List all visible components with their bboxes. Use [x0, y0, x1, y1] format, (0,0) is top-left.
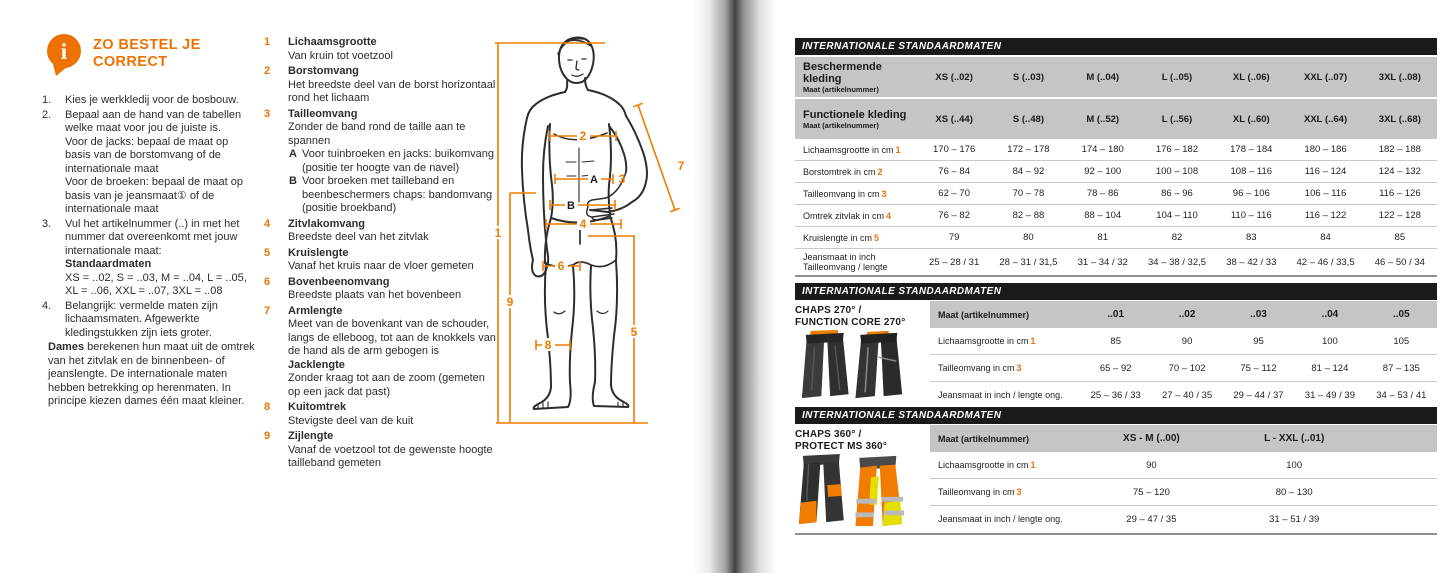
value-cell: 81 – 124 [1311, 362, 1349, 374]
value-cell: 34 – 53 / 41 [1376, 389, 1427, 401]
measure-number: 2 [264, 65, 271, 77]
row-label: Jeansmaat in inch / lengte ong. [938, 514, 1063, 524]
table1-group-protective [795, 57, 1437, 97]
table3-column-headers [930, 425, 1437, 452]
table1-row-seat [795, 205, 1437, 227]
row-ref: 4 [886, 210, 892, 221]
value-cell: 174 – 180 [1081, 144, 1124, 155]
size-cell: S (..03) [1012, 71, 1044, 83]
value-cell: 82 [1171, 232, 1183, 243]
measure-title: Zitvlakomvang [288, 217, 366, 230]
table1-row-inseam [795, 227, 1437, 249]
value-cell: 34 – 38 / 32,5 [1147, 256, 1207, 268]
ladies-note [42, 341, 256, 409]
row-label: Lichaamsgrootte in cm 1 [803, 144, 901, 155]
value-cell: 65 – 92 [1099, 362, 1132, 374]
group-subtitle: Maat (artikelnummer) [803, 84, 879, 94]
value-cell: 70 – 102 [1168, 362, 1206, 374]
figure-label-B: B [567, 200, 575, 212]
value-cell: 124 – 132 [1378, 166, 1421, 177]
table2-row-jeans [930, 382, 1437, 408]
col-header: XS - M (..00) [1123, 433, 1180, 444]
measure-title: Lichaamsgrootte [288, 36, 377, 48]
table1-row-body-height [795, 139, 1437, 161]
value-cell: 42 – 46 / 33,5 [1296, 256, 1355, 268]
col-header: ..01 [1107, 309, 1125, 320]
value-cell: 100 [1321, 335, 1338, 347]
value-cell: 84 [1320, 232, 1331, 243]
measure-desc: Vanaf de voetzool tot de gewenste hoogte tailleband gemeten [288, 443, 493, 469]
measure-desc: Vanaf het kruis naar de vloer gemeten [288, 260, 474, 272]
svg-text:i: i [60, 39, 68, 64]
measure-item-2 [264, 65, 498, 106]
table2-row-body-height [930, 328, 1437, 355]
figure-label-6: 6 [557, 259, 565, 273]
table2-row-waist [930, 355, 1437, 382]
value-cell: 92 – 100 [1084, 166, 1122, 177]
value-cell: 25 – 28 / 31 [929, 256, 980, 268]
value-cell: 31 – 51 / 39 [1269, 513, 1320, 525]
measure-number: 6 [264, 275, 271, 288]
info-bubble-icon [44, 33, 84, 77]
measure-title: Tailleomvang [288, 107, 358, 120]
value-cell: 46 – 50 / 34 [1374, 256, 1425, 268]
chaps-270-product-image [795, 328, 910, 402]
measure-item-7 [264, 305, 498, 400]
value-cell: 29 – 47 / 35 [1126, 513, 1177, 525]
size-cell: M (..04) [1086, 71, 1120, 83]
size-cell: XS (..02) [935, 71, 973, 83]
measure-desc: Meet van de bovenkant van de schouder, langs de elleboog, tot aan de knokkels van de hand als de arm gebogen is [288, 318, 496, 357]
step-text: Vul het artikelnummer (..) in met het nummer dat overeenkomt met jouw internationale maat: [65, 217, 240, 257]
measure-desc: Stevigste deel van de kuit [288, 414, 414, 427]
value-cell: 90 [1146, 459, 1157, 471]
value-cell: 105 [1393, 335, 1410, 347]
size-cell: L (..05) [1161, 71, 1193, 83]
value-cell: 86 – 96 [1161, 188, 1193, 199]
row-label: Jeansmaat in inch / lengte ong. [938, 390, 1063, 400]
measure-number: 7 [264, 304, 271, 317]
col-header: ..04 [1321, 309, 1339, 320]
value-cell: 100 – 108 [1155, 166, 1199, 177]
figure-label-3: 3 [618, 172, 626, 186]
size-cell: XL (..60) [1232, 113, 1270, 125]
table2-header-bar: INTERNATIONALE STANDAARDMATEN [795, 283, 1437, 300]
measure-item-1 [264, 36, 498, 63]
step-text: Voor de jacks: bepaal de maat op basis van de borstomvang of de internationale maat [65, 135, 229, 175]
size-cell: S (..48) [1012, 113, 1044, 125]
group-label [795, 61, 917, 94]
size-cell: 3XL (..08) [1378, 71, 1421, 83]
value-cell: 27 – 40 / 35 [1162, 389, 1213, 401]
group-subtitle: Maat (artikelnummer) [803, 120, 879, 130]
value-cell: 29 – 44 / 37 [1233, 389, 1284, 401]
step-number: 1. [42, 94, 52, 106]
sub-text: Voor broeken met tailleband en beenbeschermers chaps: bandomvang (positie broekband) [302, 175, 493, 214]
chaps-270-table [795, 283, 1437, 410]
value-cell: 122 – 128 [1378, 210, 1421, 221]
figure-label-A: A [590, 174, 598, 186]
measure-title: Borstomvang [288, 65, 359, 77]
measure-item-3 [264, 108, 498, 216]
value-cell: 104 – 110 [1156, 210, 1198, 221]
value-cell: 116 – 126 [1379, 188, 1421, 199]
value-cell: 87 – 135 [1382, 362, 1420, 374]
sub-letter: B [289, 175, 297, 187]
value-cell: 28 – 31 / 31,5 [999, 256, 1058, 268]
table2-column-headers [930, 301, 1437, 328]
product-column [795, 301, 930, 408]
size-cell: L (..56) [1161, 113, 1193, 125]
row-ref: 1 [1030, 336, 1036, 346]
value-cell: 25 – 36 / 33 [1090, 389, 1141, 401]
value-cell: 31 – 49 / 39 [1304, 389, 1355, 401]
group-title: Beschermende kleding [803, 60, 882, 85]
measure-number: 8 [264, 401, 271, 413]
table1-group-functional [795, 99, 1437, 139]
value-cell: 85 [1110, 335, 1121, 347]
row-label: Tailleomvang in cm 3 [938, 363, 1022, 373]
measure-desc: Van kruin tot voetzool [288, 49, 393, 62]
ladies-note-text: berekenen hun maat uit de omtrek van het zitvlak en de binnenbeen- of jeanslengte. De internationale maten hebben betrekking op herenmaten. In principe kiezen dames één maat kleiner. [48, 341, 255, 407]
product-title-line2: PROTECT MS 360° [795, 440, 888, 452]
value-cell: 182 – 188 [1378, 144, 1421, 155]
measure-desc: Breedste plaats van het bovenbeen [288, 289, 462, 301]
product-column [795, 425, 930, 533]
value-cell: 116 – 122 [1304, 210, 1347, 221]
figure-label-2: 2 [579, 129, 587, 143]
row-label: Borstomtrek in cm 2 [803, 166, 883, 177]
measure-item-5 [264, 247, 498, 274]
chaps-360-table [795, 407, 1437, 535]
figure-label-7: 7 [677, 159, 685, 173]
col-header: L - XXL (..01) [1264, 433, 1325, 444]
step-2 [42, 109, 256, 217]
row-label: Lichaamsgrootte in cm 1 [938, 336, 1036, 346]
step-bold-line: Standaardmaten [65, 258, 152, 270]
sub-text: Voor tuinbroeken en jacks: buikomvang (positie ter hoogte van de navel) [302, 148, 495, 174]
body-measurement-diagram [488, 30, 700, 440]
figure-label-5: 5 [630, 325, 638, 339]
size-cell: M (..52) [1086, 113, 1120, 125]
row-ref: 3 [1016, 487, 1022, 497]
group-title: Functionele kleding [803, 108, 907, 121]
measure-title: Kuitomtrek [288, 401, 347, 413]
row-ref: 2 [877, 166, 883, 177]
measure-sub-a [288, 148, 498, 175]
measure-item-6 [264, 276, 498, 303]
table1-header-bar: INTERNATIONALE STANDAARDMATEN [795, 38, 1437, 55]
table3-row-waist [930, 479, 1437, 506]
table1-row-jeans [795, 249, 1437, 277]
size-cell: XXL (..07) [1304, 71, 1348, 83]
value-cell: 80 [1023, 232, 1034, 243]
measure-number: 9 [264, 430, 271, 442]
value-cell: 180 – 186 [1304, 144, 1347, 155]
row-label: Omtrek zitvlak in cm 4 [803, 210, 892, 221]
measurement-lines [495, 43, 680, 423]
figure-label-9: 9 [506, 295, 514, 309]
measure-number: 5 [264, 246, 271, 259]
value-cell: 82 – 88 [1012, 210, 1045, 221]
size-tables-page [770, 0, 1447, 573]
col-header-label: Maat (artikelnummer) [938, 433, 1030, 444]
step-text: Kies je werkkledij voor de bosbouw. [65, 94, 239, 106]
measure-title-2: Jacklengte [288, 358, 345, 371]
figure-label-8: 8 [544, 338, 552, 352]
product-title-line2: FUNCTION CORE 270° [795, 316, 906, 328]
value-cell: 170 – 176 [933, 144, 976, 155]
standard-sizes-table [795, 38, 1437, 277]
row-ref: 5 [874, 232, 880, 243]
measurement-legend [264, 36, 498, 473]
value-cell: 90 [1181, 335, 1193, 347]
value-cell: 79 [948, 232, 960, 243]
col-header: ..02 [1178, 309, 1196, 320]
value-cell: 78 – 86 [1086, 188, 1119, 199]
size-cell: XXL (..64) [1304, 113, 1348, 125]
value-cell: 83 [1245, 232, 1257, 243]
measure-item-9 [264, 430, 498, 471]
table3-header-bar: INTERNATIONALE STANDAARDMATEN [795, 407, 1437, 424]
measure-desc: Breedste deel van het zitvlak [288, 231, 429, 243]
size-cell: XS (..44) [935, 113, 973, 125]
step-number: 4. [42, 299, 52, 312]
value-cell: 96 – 106 [1232, 188, 1270, 199]
step-text: Belangrijk: vermelde maten zijn lichaamsmaten. Afgewerkte kledingstukken zijn iets groter. [65, 299, 218, 339]
row-ref: 1 [895, 144, 901, 155]
measure-desc: Zonder de band rond de taille aan te spannen [288, 121, 466, 147]
value-cell: 178 – 184 [1230, 144, 1273, 155]
value-cell: 110 – 116 [1230, 210, 1272, 221]
product-title-line1: CHAPS 360° / [795, 429, 862, 440]
value-cell: 84 – 92 [1012, 166, 1045, 177]
measure-number: 3 [264, 107, 271, 120]
step-text: Bepaal aan de hand van de tabellen welke maat voor jou de juiste is. [65, 108, 242, 134]
product-title-line1: CHAPS 270° / [795, 305, 862, 316]
value-cell: 31 – 34 / 32 [1077, 256, 1128, 268]
step-number: 2. [42, 108, 52, 121]
value-cell: 38 – 42 / 33 [1226, 256, 1277, 268]
size-cell: 3XL (..68) [1378, 113, 1421, 125]
ordering-steps [42, 94, 256, 409]
chaps-270-subtable [930, 301, 1437, 408]
measure-title: Armlengte [288, 304, 343, 317]
value-cell: 81 [1097, 232, 1108, 243]
value-cell: 100 [1286, 459, 1303, 471]
step-4 [42, 300, 256, 341]
value-cell: 85 [1394, 232, 1406, 243]
figure-label-4: 4 [579, 217, 587, 231]
table1-row-chest [795, 161, 1437, 183]
row-label: Kruislengte in cm 5 [803, 232, 880, 243]
table3-row-body-height [930, 452, 1437, 479]
measure-number: 1 [264, 36, 271, 48]
ladies-note-lead: Dames [48, 341, 85, 353]
value-cell: 172 – 178 [1007, 144, 1050, 155]
step-1 [42, 94, 256, 108]
measure-number: 4 [264, 217, 271, 230]
value-cell: 76 – 82 [938, 210, 970, 221]
col-header-label: Maat (artikelnummer) [938, 309, 1030, 320]
step-3 [42, 218, 256, 299]
value-cell: 95 [1253, 335, 1264, 347]
measure-desc: Het breedste deel van de borst horizontaal rond het lichaam [288, 78, 496, 104]
value-cell: 88 – 104 [1084, 210, 1122, 221]
value-cell: 80 – 130 [1275, 486, 1313, 498]
row-label: Tailleomvang in cm 3 [803, 188, 887, 199]
value-cell: 106 – 116 [1304, 188, 1347, 199]
book-spine-shadow [694, 0, 776, 573]
group-label [795, 109, 917, 130]
measure-item-4 [264, 218, 498, 245]
measure-sub-b [288, 175, 498, 216]
row-ref: 3 [881, 188, 887, 199]
step-size-codes: XS = ..02, S = ..03, M = ..04, L = ..05, XL = ..06, XXL = ..07, 3XL = ..08 [65, 271, 247, 297]
page-title-line1: ZO BESTEL JE [93, 37, 201, 53]
sub-letter: A [289, 148, 297, 160]
value-cell: 62 – 70 [938, 188, 970, 199]
measure-title: Kruislengte [288, 246, 349, 259]
measure-title: Zijlengte [288, 430, 334, 442]
info-header [44, 33, 201, 77]
size-cell: XL (..06) [1232, 71, 1270, 83]
step-text: Voor de broeken: bepaal de maat op basis van je jeansmaat① of de internationale maat [65, 176, 243, 215]
row-label: Lichaamsgrootte in cm 1 [938, 460, 1036, 470]
chaps-360-subtable [930, 425, 1437, 533]
page-title-line2: CORRECT [93, 54, 168, 70]
col-header: ..05 [1392, 309, 1410, 320]
row-label: Jeansmaat in inch Tailleomvang / lengte [803, 252, 888, 272]
figure-label-1: 1 [494, 226, 502, 240]
page-title [93, 37, 201, 71]
value-cell: 116 – 124 [1304, 166, 1347, 177]
value-cell: 108 – 116 [1230, 166, 1273, 177]
value-cell: 76 – 84 [938, 166, 970, 177]
row-label: Tailleomvang in cm 3 [938, 487, 1022, 497]
row-ref: 3 [1016, 363, 1022, 373]
measure-title: Bovenbeenomvang [288, 275, 390, 288]
value-cell: 176 – 182 [1155, 144, 1199, 155]
measure-desc-2: Zonder kraag tot aan de zoom (gemeten op een jack dat past) [288, 372, 485, 398]
measure-item-8 [264, 401, 498, 428]
measurement-labels [495, 129, 685, 352]
value-cell: 70 – 78 [1012, 188, 1045, 199]
value-cell: 75 – 120 [1132, 486, 1170, 498]
table3-row-jeans [930, 506, 1437, 532]
step-number: 3. [42, 217, 52, 230]
col-header: ..03 [1250, 309, 1267, 320]
value-cell: 75 – 112 [1240, 362, 1277, 374]
row-ref: 1 [1030, 460, 1036, 470]
table1-row-waist [795, 183, 1437, 205]
chaps-360-product-image [795, 452, 910, 528]
